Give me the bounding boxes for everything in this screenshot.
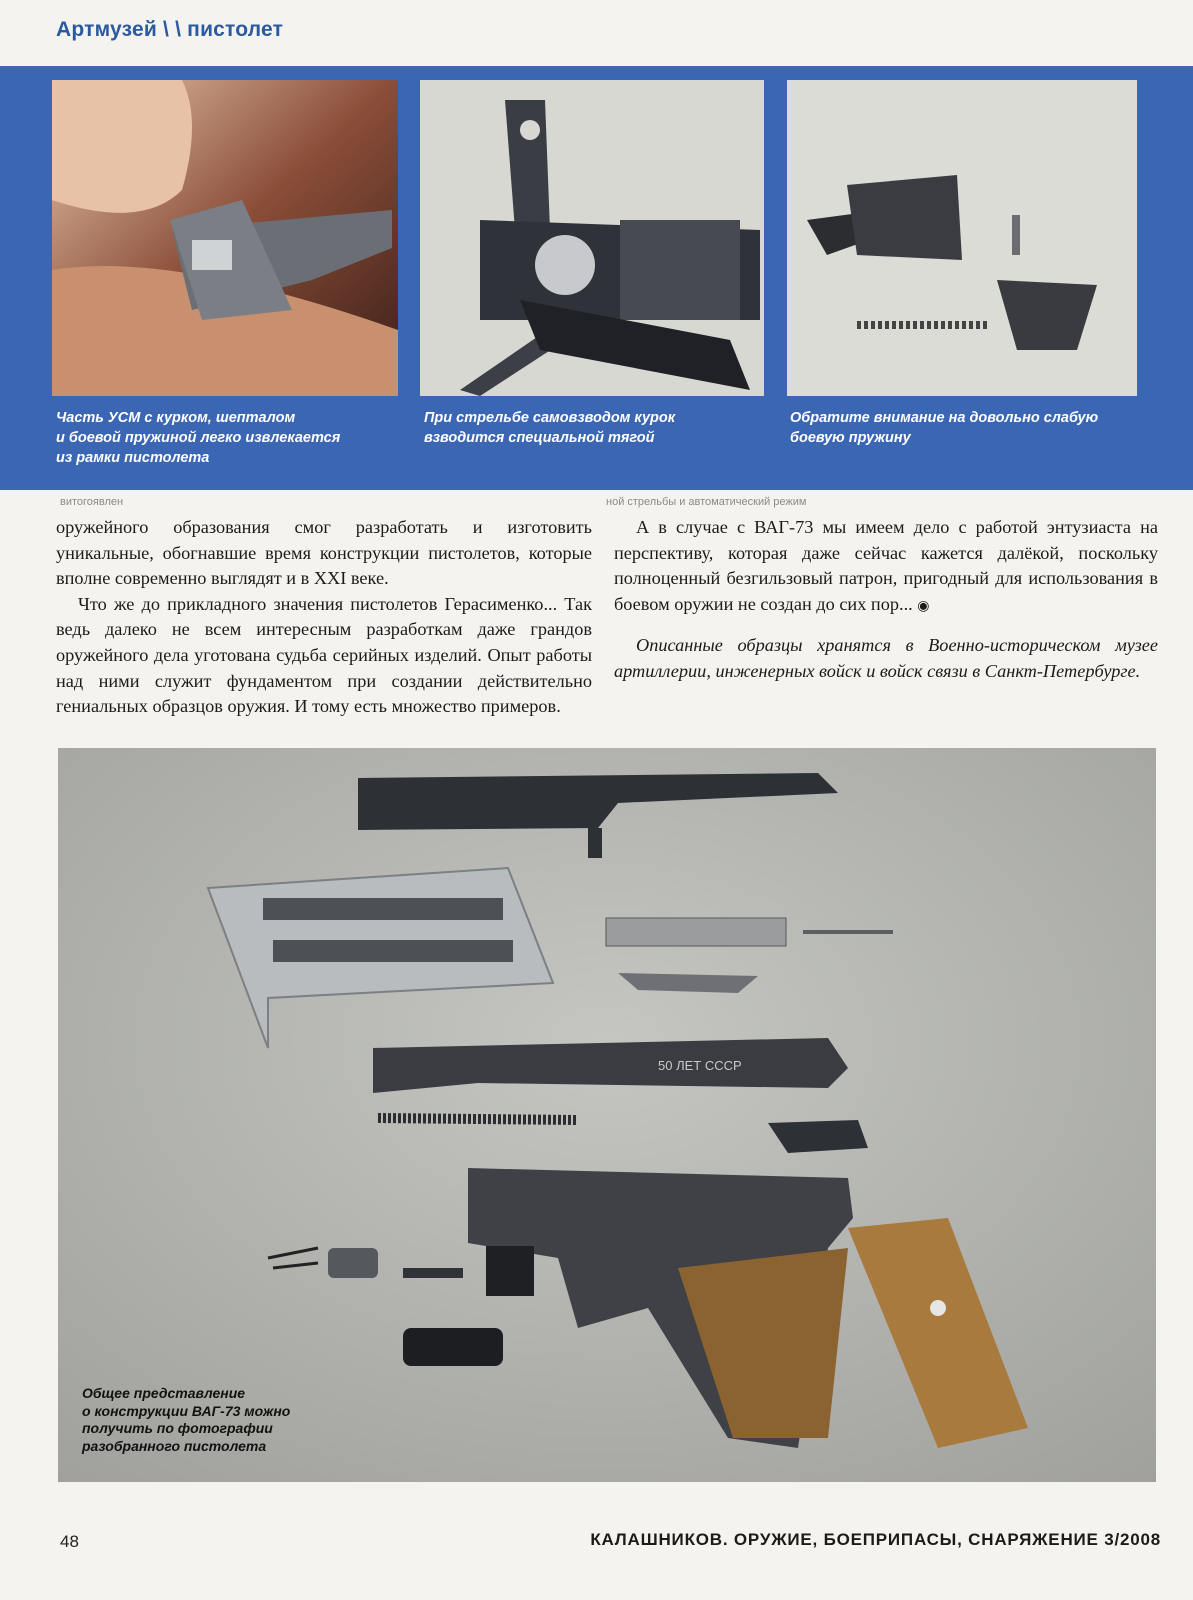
paragraph: оружейного образования смог разработать и изготовить уникальные, обогнавшие время конструкции пистолетов, которые вполне современно выглядят и в XXI веке.: [56, 517, 592, 589]
end-mark-icon: ◉: [917, 597, 930, 614]
photo-mainspring-parts: [787, 80, 1137, 396]
section-title: Артмузей \ \ пистолет: [56, 18, 284, 41]
magazine-title: КАЛАШНИКОВ. ОРУЖИЕ, БОЕПРИПАСЫ, СНАРЯЖЕНИЕ 3/2008: [590, 1530, 1161, 1549]
paragraph: Что же до прикладного значения пистолетов Герасименко... Так ведь далеко не всем интересным разработкам даже грандов оружейного дела уготована судьба серийных изделий. Опыт работы над ними служит фундаментом при создании действительно гениальных образцов оружия. И тому есть множество примеров.: [56, 593, 592, 717]
photo-trigger-group-removal: [52, 80, 398, 396]
article-column-right: [614, 515, 1158, 685]
photo-caption-3: Обратите внимание на довольно слабую боевую пружину: [790, 410, 1099, 446]
museum-note: Описанные образцы хранятся в Военно-историческом музее артиллерии, инженерных войск и войск связи в Санкт-Петербурге.: [614, 635, 1158, 681]
photo-self-cocking-rod: [420, 80, 764, 396]
photo-caption-1: Часть УСМ с курком, шепталом и боевой пружиной легко извлекается из рамки пистолета: [56, 410, 341, 466]
article-column-left: [56, 515, 592, 720]
page-number: 48: [60, 1532, 79, 1551]
photo-caption-2: При стрельбе самовзводом курок взводится специальной тягой: [424, 410, 676, 446]
bleed-text-right: ной стрельбы и автоматический режим: [606, 496, 807, 508]
big-photo-caption: Общее представление о конструкции ВАГ-73 можно получить по фотографии разобранного пистолета: [82, 1385, 291, 1454]
slide-marking: 50 ЛЕТ СССР: [658, 1058, 742, 1073]
bleed-text-left: витогоявлен: [60, 496, 124, 508]
paragraph: А в случае с ВАГ-73 мы имеем дело с работой энтузиаста на перспективу, которая даже сейчас кажется далёкой, поскольку полноценный безгильзовый патрон, пригодный для использования в боевом оружии не создан до сих пор... ◉: [614, 517, 1158, 614]
photo-disassembled-pistol: [58, 748, 1156, 1482]
